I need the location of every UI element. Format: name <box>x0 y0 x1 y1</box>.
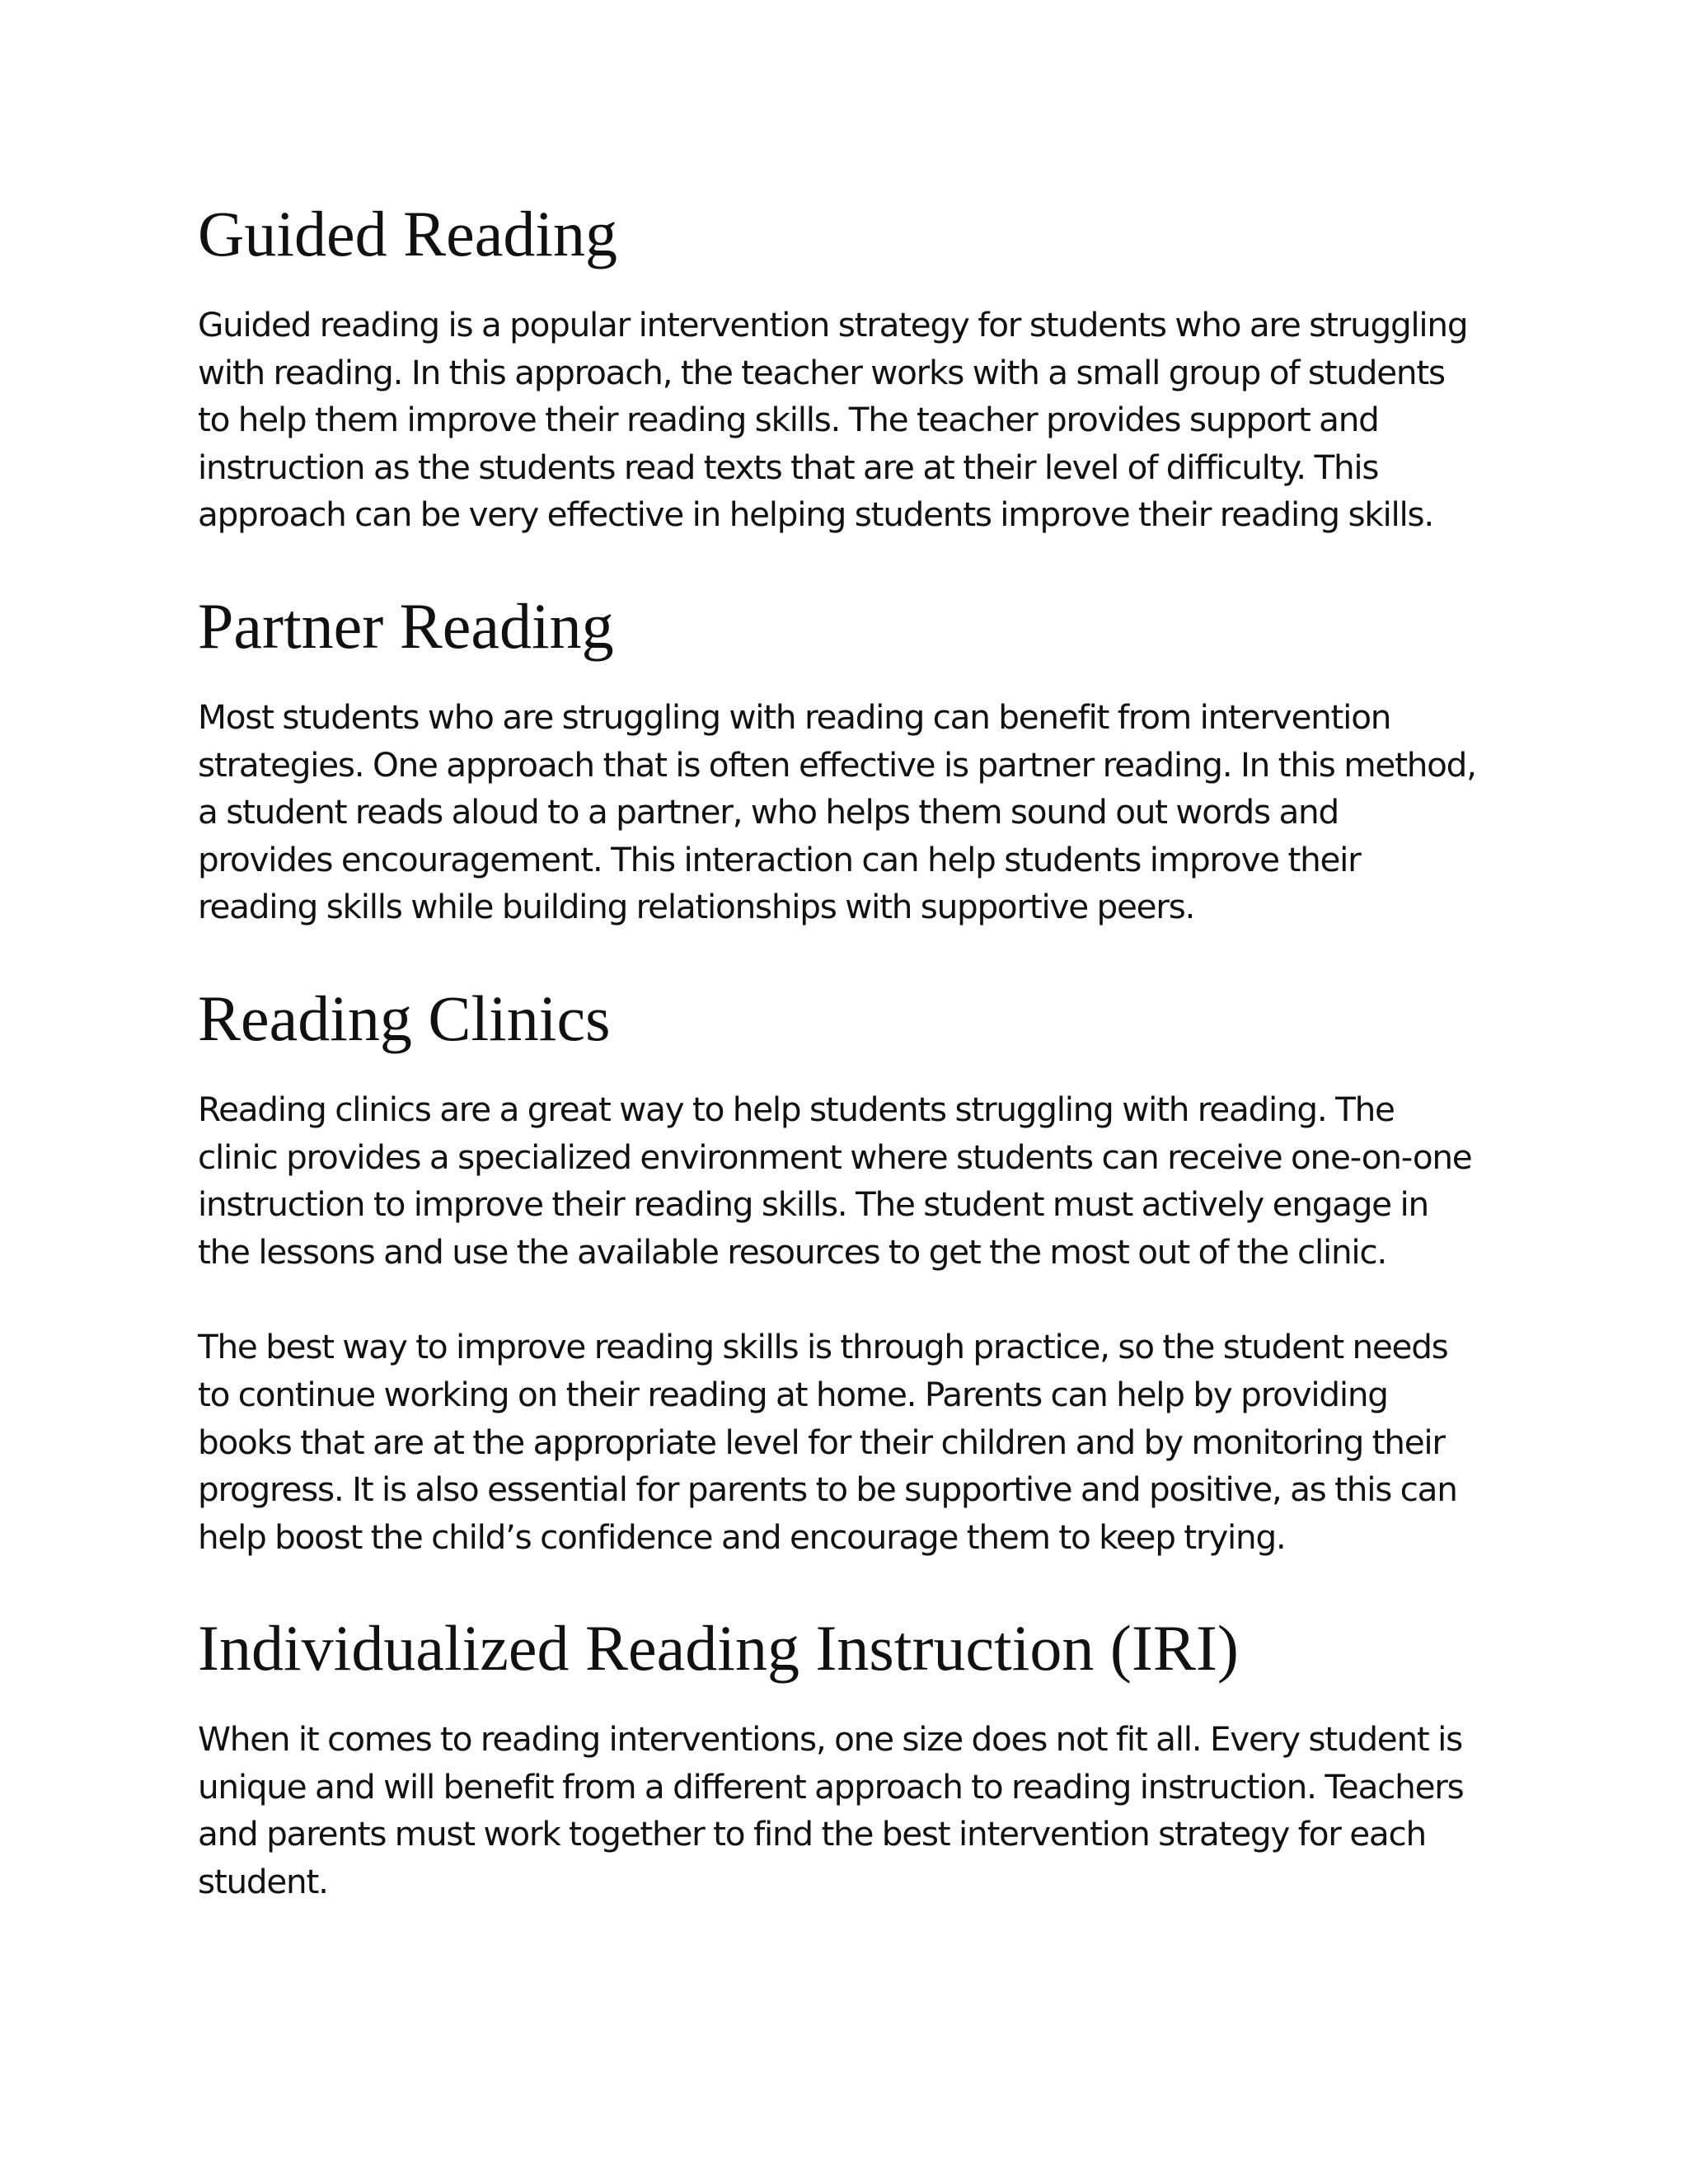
text-line: Reading clinics are a great way to help students struggling with reading. The <box>198 1089 1395 1129</box>
text-line: instruction to improve their reading skills. The student must actively engage in <box>198 1184 1428 1225</box>
paragraph-individualized-reading-instruction <box>198 1716 1500 1905</box>
text-line: Most students who are struggling with reading can benefit from intervention <box>198 696 1391 737</box>
text-line: unique and will benefit from a different approach to reading instruction. Teachers <box>198 1766 1464 1807</box>
heading-individualized-reading-instruction: Individualized Reading Instruction (IRI) <box>198 1612 1239 1685</box>
text-line: to help them improve their reading skills. The teacher provides support and <box>198 400 1379 440</box>
section-reading-clinics <box>198 979 1500 1561</box>
text-line: clinic provides a specialized environment where students can receive one-on-one <box>198 1137 1472 1177</box>
text-line: The best way to improve reading skills is through practice, so the student needs <box>198 1327 1448 1367</box>
text-line: reading skills while building relationships with supportive peers. <box>198 887 1195 927</box>
heading-partner-reading: Partner Reading <box>198 589 614 662</box>
text-line: approach can be very effective in helping students improve their reading skills. <box>198 494 1433 535</box>
section-guided-reading <box>198 194 1500 539</box>
text-line: progress. It is also essential for parents to be supportive and positive, as this can <box>198 1469 1457 1510</box>
text-line: the lessons and use the available resources to get the most out of the clinic. <box>198 1231 1387 1272</box>
section-partner-reading <box>198 587 1500 931</box>
text-line: instruction as the students read texts that are at their level of difficulty. This <box>198 447 1379 487</box>
paragraph-reading-clinics-1 <box>198 1086 1500 1276</box>
paragraph-reading-clinics-2 <box>198 1324 1500 1561</box>
text-line: strategies. One approach that is often effective is partner reading. In this method, <box>198 744 1476 785</box>
text-line: books that are at the appropriate level for their children and by monitoring their <box>198 1422 1445 1462</box>
heading-guided-reading: Guided Reading <box>198 198 618 269</box>
paragraph-partner-reading <box>198 694 1500 931</box>
text-line: Guided reading is a popular intervention strategy for students who are struggling <box>198 305 1468 344</box>
text-line: When it comes to reading interventions, one size does not fit all. Every student is <box>198 1719 1462 1760</box>
text-line: provides encouragement. This interaction can help students improve their <box>198 839 1361 879</box>
text-line: and parents must work together to find the best intervention strategy for each <box>198 1814 1426 1854</box>
section-individualized-reading-instruction <box>198 1609 1500 1905</box>
text-line: with reading. In this approach, the teacher works with a small group of students <box>198 352 1445 392</box>
document-content <box>198 194 1500 1954</box>
text-line: student. <box>198 1862 328 1902</box>
text-line: a student reads aloud to a partner, who helps them sound out words and <box>198 792 1339 832</box>
paragraph-guided-reading <box>198 302 1500 539</box>
text-line: to continue working on their reading at home. Parents can help by providing <box>198 1374 1388 1414</box>
text-line: help boost the child’s confidence and encourage them to keep trying. <box>198 1516 1286 1557</box>
heading-reading-clinics: Reading Clinics <box>198 982 611 1054</box>
